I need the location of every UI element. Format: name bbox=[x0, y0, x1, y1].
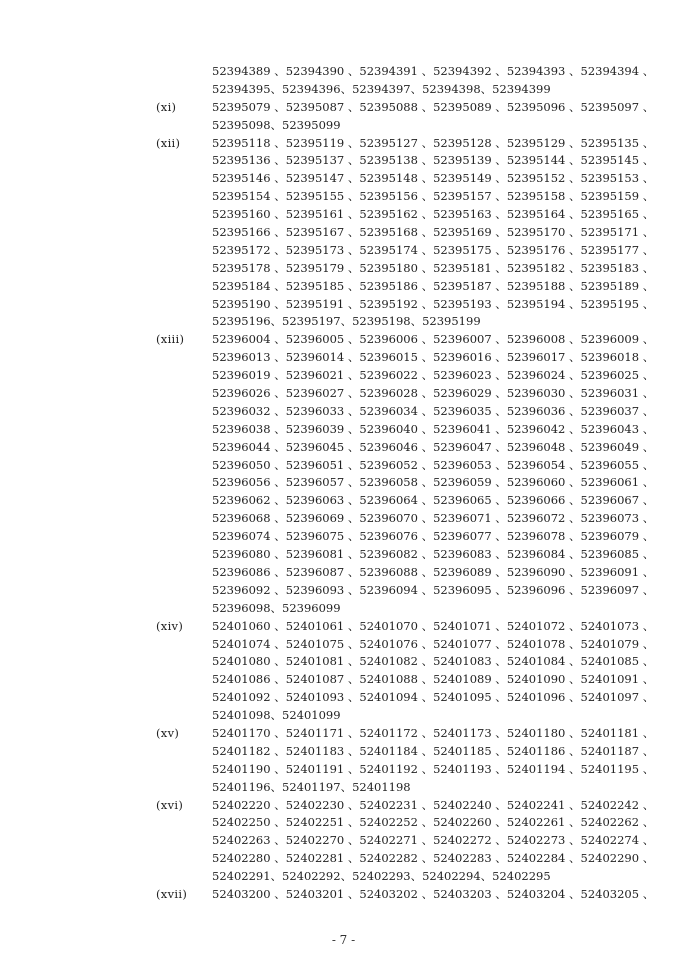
code-line: 52396019 、 52396021 、 52396022 、 52396023 、 52396024 、 52396025 、 bbox=[212, 368, 655, 383]
section-label: (xii) bbox=[156, 135, 181, 150]
code-line: 52396056 、 52396057 、 52396058 、 52396059 、 52396060 、 52396061 、 bbox=[212, 475, 655, 490]
section-label: (xiii) bbox=[156, 332, 185, 347]
section-label: (xv) bbox=[156, 725, 180, 740]
code-line: 52395098、52395099 bbox=[212, 117, 341, 132]
code-line: 52396068 、 52396069 、 52396070 、 52396071 、 52396072 、 52396073 、 bbox=[212, 511, 655, 526]
list-section bbox=[156, 331, 655, 617]
code-line: 52396032 、 52396033 、 52396034 、 52396035 、 52396036 、 52396037 、 bbox=[212, 403, 655, 418]
code-line: 52401196、52401197、52401198 bbox=[212, 779, 411, 794]
code-line: 52395166 、 52395167 、 52395168 、 52395169 、 52395170 、 52395171 、 bbox=[212, 225, 655, 240]
list-section bbox=[156, 797, 655, 886]
list-section bbox=[156, 135, 655, 332]
list-section bbox=[156, 63, 655, 99]
code-line: 52396038 、 52396039 、 52396040 、 52396041 、 52396042 、 52396043 、 bbox=[212, 421, 655, 436]
code-line: 52402220 、 52402230 、 52402231 、 52402240 、 52402241 、 52402242 、 bbox=[212, 797, 655, 812]
section-label: (xiv) bbox=[156, 618, 184, 633]
list-section bbox=[156, 618, 655, 725]
code-line: 52401182 、 52401183 、 52401184 、 52401185 、 52401186 、 52401187 、 bbox=[212, 743, 655, 758]
code-line: 52396080 、 52396081 、 52396082 、 52396083 、 52396084 、 52396085 、 bbox=[212, 547, 655, 562]
code-line: 52396004 、 52396005 、 52396006 、 52396007 、 52396008 、 52396009 、 bbox=[212, 332, 655, 347]
code-line: 52401080 、 52401081 、 52401082 、 52401083 、 52401084 、 52401085 、 bbox=[212, 654, 655, 669]
code-line: 52402263 、 52402270 、 52402271 、 52402272 、 52402273 、 52402274 、 bbox=[212, 833, 655, 848]
code-line: 52401086 、 52401087 、 52401088 、 52401089 、 52401090 、 52401091 、 bbox=[212, 672, 655, 687]
code-line: 52401098、52401099 bbox=[212, 708, 341, 723]
code-line: 52396013 、 52396014 、 52396015 、 52396016 、 52396017 、 52396018 、 bbox=[212, 350, 655, 365]
code-line: 52402280 、 52402281 、 52402282 、 52402283 、 52402284 、 52402290 、 bbox=[212, 851, 655, 866]
code-line: 52396044 、 52396045 、 52396046 、 52396047 、 52396048 、 52396049 、 bbox=[212, 439, 655, 454]
code-line: 52403200 、 52403201 、 52403202 、 52403203 、 52403204 、 52403205 、 bbox=[212, 886, 655, 901]
code-line: 52402291、52402292、52402293、52402294、52402295 bbox=[212, 869, 551, 884]
code-line: 52395184 、 52395185 、 52395186 、 52395187 、 52395188 、 52395189 、 bbox=[212, 278, 655, 293]
code-line: 52396050 、 52396051 、 52396052 、 52396053 、 52396054 、 52396055 、 bbox=[212, 457, 655, 472]
code-line: 52395172 、 52395173 、 52395174 、 52395175 、 52395176 、 52395177 、 bbox=[212, 242, 655, 257]
code-list bbox=[156, 63, 655, 904]
code-line: 52395190 、 52395191 、 52395192 、 52395193 、 52395194 、 52395195 、 bbox=[212, 296, 655, 311]
code-line: 52396062 、 52396063 、 52396064 、 52396065 、 52396066 、 52396067 、 bbox=[212, 493, 655, 508]
code-line: 52395196、52395197、52395198、52395199 bbox=[212, 314, 481, 329]
code-line: 52401060 、 52401061 、 52401070 、 52401071 、 52401072 、 52401073 、 bbox=[212, 618, 655, 633]
section-label: (xvi) bbox=[156, 797, 184, 812]
list-section bbox=[156, 725, 655, 797]
code-line: 52395136 、 52395137 、 52395138 、 52395139 、 52395144 、 52395145 、 bbox=[212, 153, 655, 168]
code-line: 52394389 、 52394390 、 52394391 、 52394392 、 52394393 、 52394394 、 bbox=[212, 64, 655, 78]
list-section bbox=[156, 99, 655, 135]
section-label: (xvii) bbox=[156, 886, 188, 901]
page-number: - 7 - bbox=[331, 933, 356, 947]
code-line: 52394395、52394396、52394397、52394398、52394399 bbox=[212, 81, 551, 96]
code-line: 52396074 、 52396075 、 52396076 、 52396077 、 52396078 、 52396079 、 bbox=[212, 529, 655, 544]
code-line: 52396026 、 52396027 、 52396028 、 52396029 、 52396030 、 52396031 、 bbox=[212, 386, 655, 401]
section-label: (xi) bbox=[156, 99, 177, 114]
code-line: 52395178 、 52395179 、 52395180 、 52395181 、 52395182 、 52395183 、 bbox=[212, 260, 655, 275]
code-line: 52401190 、 52401191 、 52401192 、 52401193 、 52401194 、 52401195 、 bbox=[212, 761, 655, 776]
code-line: 52402250 、 52402251 、 52402252 、 52402260 、 52402261 、 52402262 、 bbox=[212, 815, 655, 830]
code-line: 52401074 、 52401075 、 52401076 、 52401077 、 52401078 、 52401079 、 bbox=[212, 636, 655, 651]
code-line: 52395079 、 52395087 、 52395088 、 52395089 、 52395096 、 52395097 、 bbox=[212, 99, 655, 114]
code-line: 52395160 、 52395161 、 52395162 、 52395163 、 52395164 、 52395165 、 bbox=[212, 207, 655, 222]
code-line: 52395146 、 52395147 、 52395148 、 52395149 、 52395152 、 52395153 、 bbox=[212, 171, 655, 186]
code-line: 52401170 、 52401171 、 52401172 、 52401173 、 52401180 、 52401181 、 bbox=[212, 725, 655, 740]
list-section bbox=[156, 886, 655, 904]
code-line: 52396092 、 52396093 、 52396094 、 52396095 、 52396096 、 52396097 、 bbox=[212, 582, 655, 597]
code-line: 52396098、52396099 bbox=[212, 600, 341, 615]
code-line: 52396086 、 52396087 、 52396088 、 52396089 、 52396090 、 52396091 、 bbox=[212, 564, 655, 579]
code-line: 52395154 、 52395155 、 52395156 、 52395157 、 52395158 、 52395159 、 bbox=[212, 189, 655, 204]
code-line: 52401092 、 52401093 、 52401094 、 52401095 、 52401096 、 52401097 、 bbox=[212, 690, 655, 705]
code-line: 52395118 、 52395119 、 52395127 、 52395128 、 52395129 、 52395135 、 bbox=[212, 135, 655, 150]
